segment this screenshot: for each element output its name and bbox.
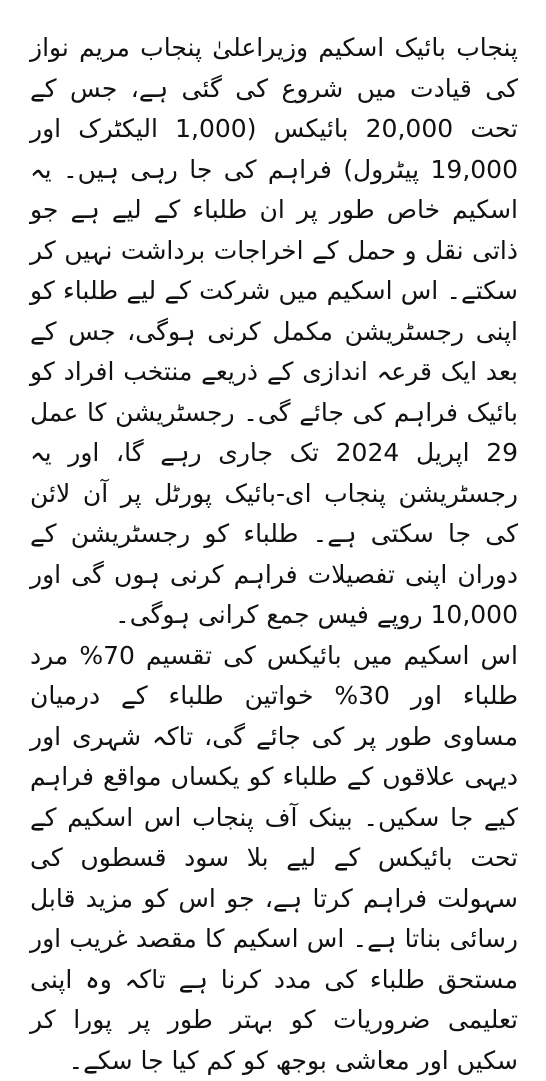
article-body <box>30 28 518 1081</box>
paragraph-distribution-details: اس اسکیم میں بائیکس کی تقسیم 70% مرد طلباء اور 30% خواتین طلباء کے درمیان مساوی طور پر کی جائے گی، تاکہ شہری اور دیہی علاقوں کے طلباء کو یکساں مواقع فراہم کیے جا سکیں۔ بینک آف پنجاب اس اسکیم کے تحت بائیکس کے لیے بلا سود قسطوں کی سہولت فراہم کرتا ہے، جو اس کو مزید قابل رسائی بناتا ہے۔ اس اسکیم کا مقصد غریب اور مستحق طلباء کی مدد کرنا ہے تاکہ وہ اپنی تعلیمی ضروریات کو بہتر طور پر پورا کر سکیں اور معاشی بوجھ کو کم کیا جا سکے۔ <box>30 636 518 1081</box>
paragraph-scheme-overview: پنجاب بائیک اسکیم وزیراعلیٰ پنجاب مریم نواز کی قیادت میں شروع کی گئی ہے، جس کے تحت 20,000 بائیکس (1,000 الیکٹرک اور 19,000 پیٹرول) فراہم کی جا رہی ہیں۔ یہ اسکیم خاص طور پر ان طلباء کے لیے ہے جو ذاتی نقل و حمل کے اخراجات برداشت نہیں کر سکتے۔ اس اسکیم میں شرکت کے لیے طلباء کو اپنی رجسٹریشن مکمل کرنی ہوگی، جس کے بعد ایک قرعہ اندازی کے ذریعے منتخب افراد کو بائیک فراہم کی جائے گی۔ رجسٹریشن کا عمل 29 اپریل 2024 تک جاری رہے گا، اور یہ رجسٹریشن پنجاب ای-بائیک پورٹل پر آن لائن کی جا سکتی ہے۔ طلباء کو رجسٹریشن کے دوران اپنی تفصیلات فراہم کرنی ہوں گی اور 10,000 روپے فیس جمع کرانی ہوگی۔ <box>30 28 518 636</box>
